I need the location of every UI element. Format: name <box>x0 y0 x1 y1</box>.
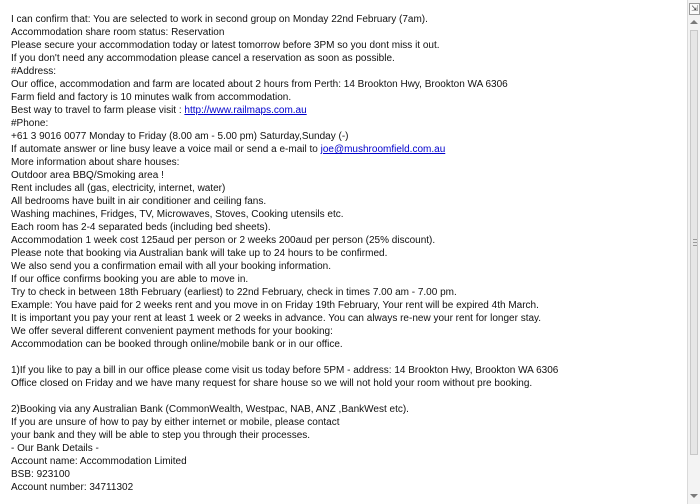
email-line: Please secure your accommodation today or latest tomorrow before 3PM so you dont miss it out. <box>11 40 440 51</box>
phone-heading: #Phone: <box>11 118 49 129</box>
email-line: We also send you a confirmation email with all your booking information. <box>11 261 331 272</box>
scroll-down-icon[interactable] <box>690 494 698 498</box>
email-line: your bank and they will be able to step you through their processes. <box>11 430 311 441</box>
scrollbar-thumb[interactable] <box>690 30 698 455</box>
email-line: If our office confirms booking you are able to move in. <box>11 274 249 285</box>
grip-line <box>693 245 697 246</box>
email-body-continued <box>11 156 686 494</box>
email-line: All bedrooms have built in air conditioner and ceiling fans. <box>11 196 267 207</box>
email-line: It is important you pay your rent at least 1 week or 2 weeks in advance. You can always re-new your rent for longer stay. <box>11 313 542 324</box>
email-line: Account name: Accommodation Limited <box>11 456 187 467</box>
email-line: 1)If you like to pay a bill in our office please come visit us today before 5PM - address: 14 Brookton Hwy, Brookton WA 6306 <box>11 365 559 376</box>
email-line: 2)Booking via any Australian Bank (CommonWealth, Westpac, NAB, ANZ ,BankWest etc). <box>11 404 409 415</box>
email-line: Farm field and factory is 10 minutes walk from accommodation. <box>11 92 292 103</box>
scroll-up-icon[interactable] <box>690 20 698 24</box>
email-line: Outdoor area BBQ/Smoking area ! <box>11 170 164 181</box>
railmaps-link[interactable]: http://www.railmaps.com.au <box>184 105 307 116</box>
email-line: More information about share houses: <box>11 157 180 168</box>
email-line: - Our Bank Details - <box>11 443 99 454</box>
vertical-scrollbar[interactable] <box>687 0 700 504</box>
email-line: Washing machines, Fridges, TV, Microwaves, Stoves, Cooking utensils etc. <box>11 209 344 220</box>
email-line <box>11 390 686 403</box>
phone-line: +61 3 9016 0077 Monday to Friday (8.00 am - 5.00 pm) Saturday,Sunday (-) <box>11 131 349 142</box>
travel-prefix: Best way to travel to farm please visit : <box>11 105 185 116</box>
email-line: If you are unsure of how to pay by either internet or mobile, please contact <box>11 417 340 428</box>
email-line: If you don't need any accommodation please cancel a reservation as soon as possible. <box>11 53 395 64</box>
email-line <box>11 351 686 364</box>
email-address-link[interactable]: joe@mushroomfield.com.au <box>320 144 446 155</box>
grip-line <box>693 239 697 240</box>
email-line: Account number: 34711302 <box>11 482 134 493</box>
email-line: Rent includes all (gas, electricity, internet, water) <box>11 183 226 194</box>
grip-line <box>693 242 697 243</box>
reading-pane-icon[interactable]: ⇲ <box>689 3 700 15</box>
email-line: #Address: <box>11 66 57 77</box>
travel-line <box>11 104 686 117</box>
email-line: Accommodation can be booked through online/mobile bank or in our office. <box>11 339 343 350</box>
voicemail-line <box>11 143 686 156</box>
email-line: Try to check in between 18th February (earliest) to 22nd February, check in times 7.00 am - 7.00 pm. <box>11 287 457 298</box>
email-line: Accommodation 1 week cost 125aud per person or 2 weeks 200aud per person (25% discount). <box>11 235 436 246</box>
email-line: I can confirm that: You are selected to work in second group on Monday 22nd February (7am). <box>11 14 428 25</box>
email-line: Office closed on Friday and we have many request for share house so we will not hold your room without pre booking. <box>11 378 533 389</box>
email-line: Accommodation share room status: Reservation <box>11 27 225 38</box>
email-line: Each room has 2-4 separated beds (including bed sheets). <box>11 222 271 233</box>
email-line: Please note that booking via Australian bank will take up to 24 hours to be confirmed. <box>11 248 388 259</box>
email-line: Example: You have paid for 2 weeks rent and you move in on Friday 19th February, Your rent will be expired 4th March. <box>11 300 539 311</box>
email-line: BSB: 923100 <box>11 469 70 480</box>
voicemail-prefix: If automate answer or line busy leave a voice mail or send a e-mail to <box>11 144 321 155</box>
email-line: Our office, accommodation and farm are located about 2 hours from Perth: 14 Brookton Hwy, Brookton WA 6306 <box>11 79 508 90</box>
email-line: We offer several different convenient payment methods for your booking: <box>11 326 333 337</box>
